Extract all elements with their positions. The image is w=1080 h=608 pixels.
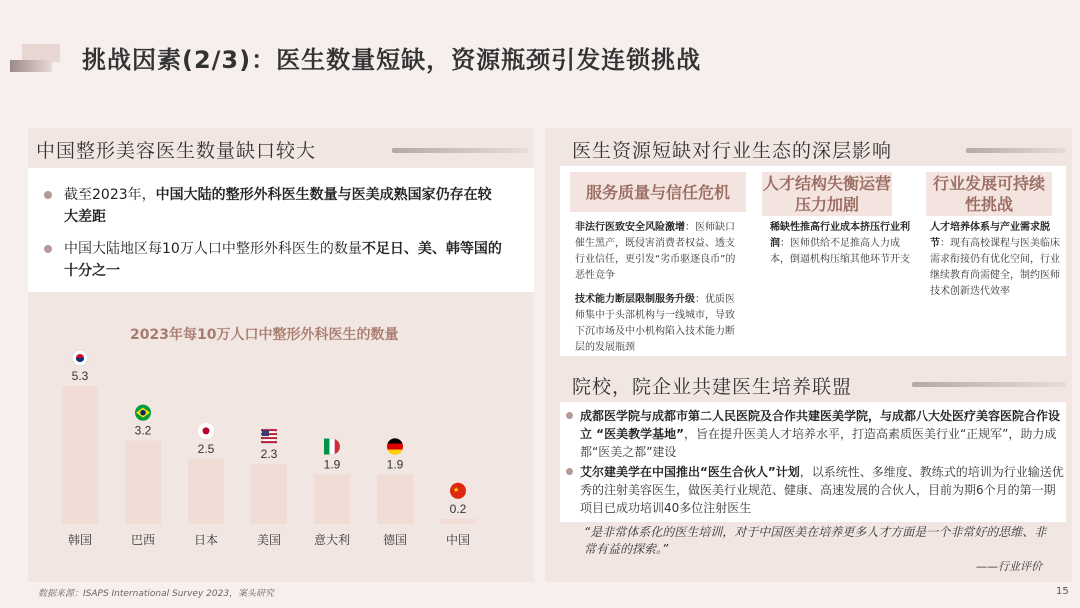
bar-value-label: 5.3: [71, 369, 89, 383]
china-flag-icon: [450, 483, 466, 499]
card-sustainability-text: [930, 220, 1060, 300]
bar-value-label: 1.9: [323, 457, 341, 472]
right-section-line: [966, 148, 1066, 153]
alliance-bullet-2: [580, 463, 1064, 517]
category-label: 美国: [256, 533, 282, 547]
card3-p1-bold: 人才培养体系与产业需求脱节: [930, 222, 1050, 249]
card3-p1: ：现有高校课程与医美临床需求衔接仍有优化空间，行业继续教育尚需健全，制约医师技术创新迭代效率: [930, 238, 1060, 297]
card-head-service-quality: 服务质量与信任危机: [570, 172, 746, 212]
bullet-dot: [44, 191, 52, 199]
usa-flag-icon: [261, 428, 277, 444]
left-bullet-1: [64, 184, 504, 228]
title-decoration-bar: [10, 60, 52, 72]
alliance-bullet-1-bold: 成都医学院与成都市第二人民医院及合作共建医美学院，与成都八大处医疗美容医院合作设立 “医美教学基地”: [580, 409, 1061, 441]
card1-p2-bold: 技术能力断层限制服务升级: [575, 294, 695, 305]
bullet-dot: [566, 468, 573, 475]
bullet-dot: [566, 412, 573, 419]
chart-title: 2023年每10万人口中整形外科医生的数量: [130, 327, 399, 343]
korea-flag-icon: [72, 350, 88, 366]
bullet-1-text: 截至2023年，: [64, 187, 156, 203]
card2-p1-bold: 稀缺性推高行业成本挤压行业利润: [770, 222, 910, 249]
card-talent-structure-text: [770, 220, 910, 268]
bullet-dot: [44, 245, 52, 253]
bar-value-label: 0.2: [449, 501, 467, 516]
card1-p1-bold: 非法行医致安全风险激增: [575, 222, 685, 233]
left-bullet-2: [64, 238, 504, 282]
alliance-bullet-1-text: ，旨在提升医美人才培养水平，打造高素质医美行业“正规军”，助力成都“医美之都”建设: [580, 427, 1057, 459]
right-section2-line: [912, 382, 1066, 387]
alliance-bullet-2-text: ，以系统性、多维度、教练式的培训为行业输送优秀的注射美容医生，做医美行业规范、健康、高速发展的合伙人，目前为期6个月的第一期项目已成功培训40多位注射医生: [580, 465, 1064, 515]
bar-韩国: [62, 386, 98, 524]
right-section-title: 医生资源短缺对行业生态的深层影响: [572, 140, 893, 162]
card1-p2: ：优质医师集中于头部机构与一线城市，导致下沉市场及中小机构陷入技术能力断层的发展瓶颈: [575, 294, 735, 353]
bar-chart: [28, 320, 534, 582]
page-number: 15: [1056, 586, 1069, 597]
card-head-talent-structure: 人才结构失衡运营压力加剧: [762, 174, 891, 214]
card-service-quality-text-2: [575, 292, 743, 356]
bar-value-label: 1.9: [386, 457, 404, 472]
brazil-flag-icon: [135, 405, 151, 421]
bullet-2-emphasis: 不足日、美、韩等国的十分之一: [64, 241, 502, 279]
bar-中国: [440, 519, 476, 524]
right-section2-title: 院校，院企业共建医生培养联盟: [572, 376, 853, 398]
alliance-bullet-1: [580, 407, 1064, 461]
left-section-line: [392, 148, 528, 153]
bar-意大利: [314, 475, 350, 524]
bar-value-label: 3.2: [134, 423, 152, 438]
italy-flag-icon: [324, 439, 340, 455]
germany-flag-icon: [387, 438, 403, 454]
alliance-bullet-2-bold: 艾尔建美学在中国推出“医生合伙人”计划: [580, 465, 800, 479]
category-label: 巴西: [130, 533, 156, 547]
bar-value-label: 2.5: [197, 441, 215, 456]
bar-日本: [188, 459, 224, 524]
card2-p1: ：医师供给不足推高人力成本，倒逼机构压缩其他环节开支: [770, 238, 910, 265]
category-label: 中国: [445, 533, 471, 547]
bar-value-label: 2.3: [260, 447, 278, 462]
card-service-quality-text: [575, 220, 743, 284]
page-title: 挑战因素(2/3)：医生数量短缺，资源瓶颈引发连锁挑战: [82, 46, 702, 74]
category-label: 日本: [193, 533, 219, 547]
category-label: 意大利: [313, 533, 351, 547]
bullet-1-emphasis: 中国大陆的整形外科医生数量与医美成熟国家仍存在较大差距: [64, 187, 492, 225]
bullet-2-text: 中国大陆地区每10万人口中整形外科医生的数量: [64, 241, 362, 257]
quote-source: ——行业评价: [976, 560, 1042, 573]
bar-美国: [251, 464, 287, 524]
data-source: 数据来源：ISAPS International Survey 2023，案头研究: [38, 589, 275, 599]
svg-text:★: ★: [453, 485, 460, 494]
bar-巴西: [125, 441, 161, 524]
industry-quote: “是非常体系化的医生培训，对于中国医美在培养更多人才方面是一个非常好的思维、非常有益的探索。”: [584, 525, 1047, 556]
left-section-title: 中国整形美容医生数量缺口较大: [36, 140, 317, 162]
card1-p1: ：医师缺口催生黑产，既侵害消费者权益、透支行业信任，更引发“劣币驱逐良币”的恶性竞争: [575, 222, 736, 281]
card-head-sustainability: 行业发展可持续性挑战: [926, 172, 1052, 216]
bar-德国: [377, 475, 413, 524]
japan-flag-icon: [198, 423, 214, 439]
category-label: 韩国: [67, 533, 93, 547]
category-label: 德国: [382, 533, 408, 547]
